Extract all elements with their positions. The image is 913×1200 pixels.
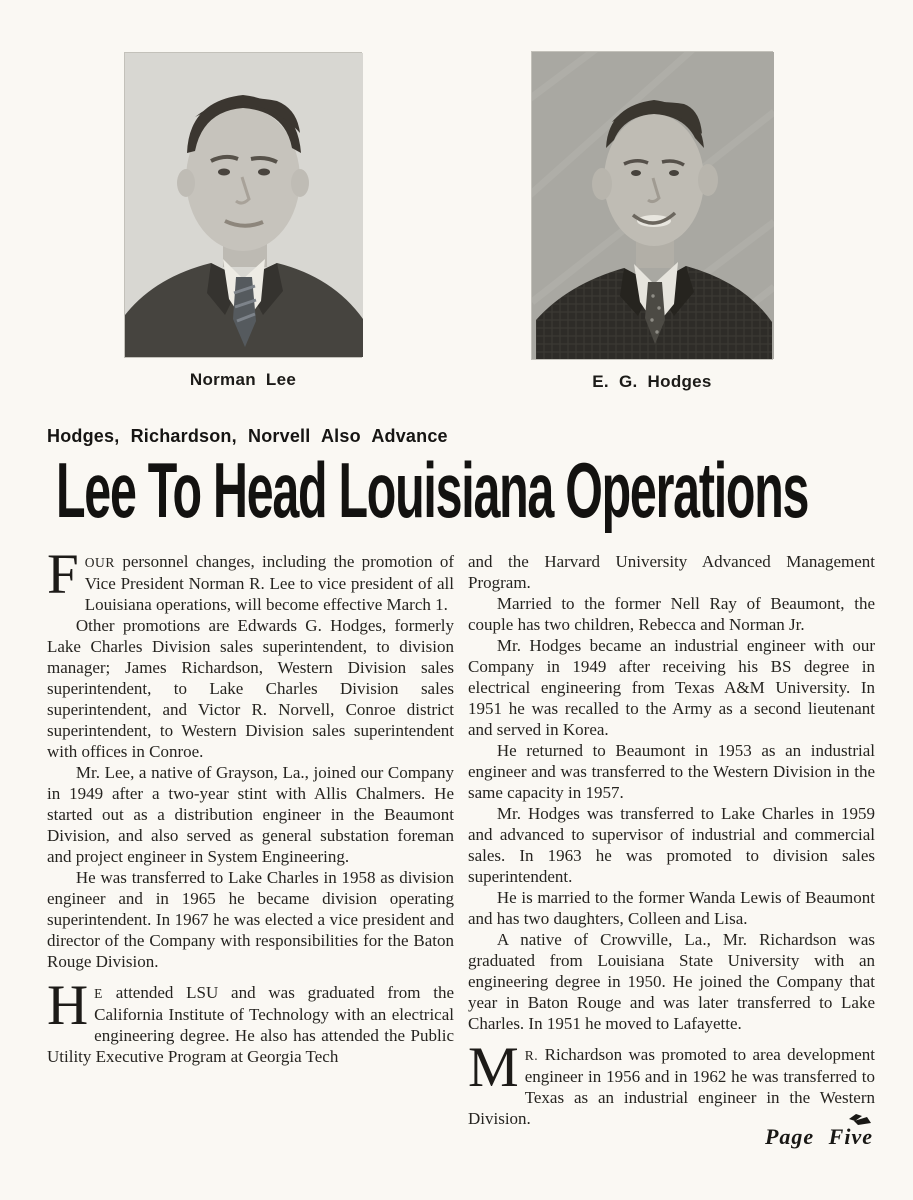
paragraph bbox=[47, 867, 454, 972]
main-headline: Lee To Head Louisiana Operations bbox=[56, 446, 809, 534]
article-column-left bbox=[47, 543, 454, 1129]
paragraph-text: Mr. Hodges became an industrial engineer with our Company in 1949 after receiving his BS degree in electrical engineering from Texas A&M University. In 1951 he was recalled to the Army as a second lieutenant and served in Korea. bbox=[468, 636, 875, 739]
paragraph bbox=[468, 803, 875, 887]
lead-small-caps: E bbox=[94, 986, 104, 1001]
paragraph-text: Other promotions are Edwards G. Hodges, formerly Lake Charles Division sales superintendent, to division manager; James Richardson, Western Division sales superintendent, to Lake Charles Division sales superintendent, and Victor R. Norvell, Conroe district superintendent, to Western Division sales superintendent with offices in Conroe. bbox=[47, 616, 454, 761]
paragraph bbox=[468, 740, 875, 803]
paragraph-text: Mr. Lee, a native of Grayson, La., joined our Company in 1949 after a two-year stint with Allis Chalmers. He started out as a distribution engineer in the Beaumont Division, and also served as general substation foreman and project engineer in System Engineering. bbox=[47, 763, 454, 866]
lead-small-caps: R. bbox=[524, 1048, 539, 1063]
paragraph bbox=[47, 762, 454, 867]
article-body bbox=[47, 543, 875, 1129]
paragraph-text: He was transferred to Lake Charles in 1958 as division engineer and in 1965 he became division operating superintendent. In 1967 he was elected a vice president and director of the Company with responsibilities for the Baton Rouge Division. bbox=[47, 868, 454, 971]
drop-cap: F bbox=[47, 543, 79, 606]
paragraph-text: Married to the former Nell Ray of Beaumont, the couple has two children, Rebecca and Norman Jr. bbox=[468, 594, 875, 634]
paragraph-text: He is married to the former Wanda Lewis of Beaumont and has two daughters, Colleen and Lisa. bbox=[468, 888, 875, 928]
paragraph-text: and the Harvard University Advanced Management Program. bbox=[468, 552, 875, 592]
page-number: Page Five bbox=[764, 1124, 873, 1149]
paragraph bbox=[47, 615, 454, 762]
paragraph-text: attended LSU and was graduated from the California Institute of Technology with an electrical engineering degree. He also has attended the Public Utility Executive Program at Georgia Tech bbox=[47, 983, 454, 1066]
paragraph bbox=[468, 1036, 875, 1129]
paragraph-text: personnel changes, including the promotion of Vice President Norman R. Lee to vice president of all Louisiana operations, will become effective March 1. bbox=[84, 552, 454, 614]
drop-cap: H bbox=[47, 974, 89, 1037]
photo-caption-norman-lee: Norman Lee bbox=[189, 370, 297, 389]
paragraph bbox=[47, 543, 454, 615]
article-column-right bbox=[468, 551, 875, 1129]
photo-caption-eg-hodges: E. G. Hodges bbox=[592, 372, 712, 391]
paragraph-text: Mr. Hodges was transferred to Lake Charles in 1959 and advanced to supervisor of industrial and commercial sales. In 1963 he was promoted to division sales superintendent. bbox=[468, 804, 875, 886]
paragraph-text: Richardson was promoted to area development engineer in 1956 and in 1962 he was transferred to Texas as an industrial engineer in the Western Division. bbox=[468, 1045, 875, 1128]
paragraph bbox=[468, 887, 875, 929]
paragraph bbox=[47, 974, 454, 1067]
paragraph bbox=[468, 593, 875, 635]
drop-cap: M bbox=[468, 1036, 519, 1099]
norman-lee-portrait-photo bbox=[124, 52, 362, 358]
lead-small-caps: OUR bbox=[84, 555, 116, 570]
eg-hodges-portrait-photo bbox=[531, 51, 773, 360]
paragraph bbox=[468, 929, 875, 1034]
paragraph bbox=[468, 635, 875, 740]
paragraph bbox=[468, 551, 875, 593]
paragraph-text: A native of Crowville, La., Mr. Richardson was graduated from Louisiana State University with an engineering degree in 1950. He joined the Company that year in Baton Rouge and was later transferred to Lake Charles. In 1951 he moved to Lafayette. bbox=[468, 930, 875, 1033]
paragraph-text: He returned to Beaumont in 1953 as an industrial engineer and was transferred to the Western Division in the same capacity in 1957. bbox=[468, 741, 875, 802]
kicker-headline: Hodges, Richardson, Norvell Also Advance bbox=[47, 426, 448, 446]
photo-figure-norman-lee bbox=[124, 52, 362, 390]
photo-figure-eg-hodges bbox=[531, 51, 773, 392]
